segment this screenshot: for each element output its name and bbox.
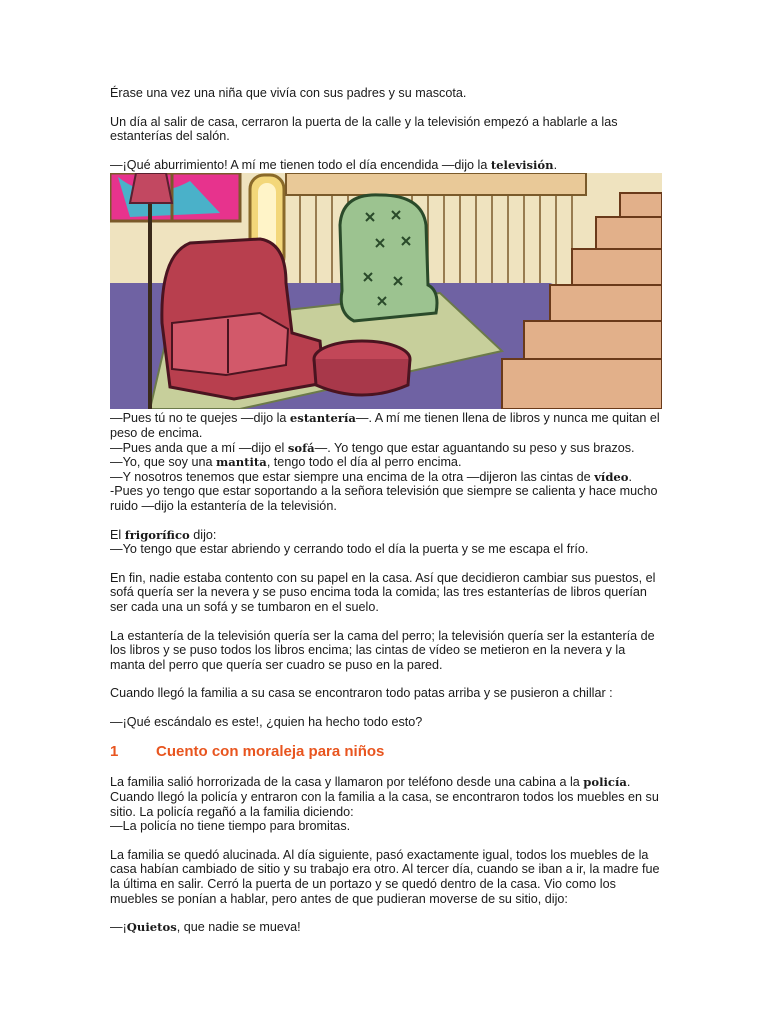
bold-word: policía [583,775,627,790]
paragraph: La estantería de la televisión quería ser la cama del perro; la televisión quería ser la estantería de los libros y se puso todos los libros encima; las cintas de vídeo se metieron en la nevera y la manta del perro que quería ser cuadro se puso en la pared. [110,628,655,672]
text-run: , que nadie se mueva! [176,920,301,935]
living-room-illustration [110,173,662,409]
text-run: —. A mí me tienen llena de libros y nunca me quitan el peso de encima. [110,411,660,440]
paragraph [110,775,662,819]
story-page [110,86,662,935]
text-run: —. Yo tengo que estar aguantando su peso y sus brazos. [314,440,635,455]
text-run: . [628,469,633,484]
text-run: dijo: [189,527,217,542]
paragraph [110,158,662,173]
paragraph: —Yo tengo que estar abriendo y cerrando todo el día la puerta y se me escapa el frío. [110,542,589,557]
bold-word: Quietos [126,920,177,935]
paragraph [110,920,662,935]
paragraph: —¡Qué escándalo es este!, ¿quien ha hecho todo esto? [110,714,423,729]
text-run: —¡Qué aburrimiento! A mí me tienen todo el día encendida —dijo la [110,157,491,172]
paragraph: —La policía no tiene tiempo para bromitas. [110,819,351,834]
paragraph [110,528,662,543]
paragraph [110,441,662,456]
bold-word: frigorífico [124,527,190,542]
paragraph: Cuando llegó la familia a su casa se encontraron todo patas arriba y se pusieron a chillar : [110,686,613,701]
text-run: —Pues tú no te quejes —dijo la [110,411,290,426]
paragraph: -Pues yo tengo que estar soportando a la señora televisión que siempre se calienta y hace mucho ruido —dijo la estantería de la televisión. [110,484,658,513]
text-run: , tengo todo el día al perro encima. [266,455,462,470]
text-run: —¡ [110,920,127,935]
text-run: —Pues anda que a mí —dijo el [110,440,288,455]
paragraph: La familia se quedó alucinada. Al día siguiente, pasó exactamente igual, todos los muebles de la casa habían cambiado de sitio y su trabajo era otro. Al tercer día, cuando se iban a ir, la madre fue la última en salir. Cerró la puerta de un portazo y se quedó dentro de la casa. Vio como los muebles se ponían a hablar, pero antes de que pudieran moverse de su sitio, dijo: [110,847,660,906]
paragraph: Un día al salir de casa, cerraron la puerta de la calle y la televisión empezó a hablarle a las estanterías del salón. [110,114,618,144]
heading-text: Cuento con moraleja para niños [156,743,385,761]
text-run: —Y nosotros tenemos que estar siempre una encima de la otra —dijeron las cintas de [110,469,595,484]
text-run: El [110,527,125,542]
paragraph: En fin, nadie estaba contento con su papel en la casa. Así que decidieron cambiar sus puestos, el sofá quería ser la nevera y se puso encima toda la comida; las tres estanterías de libros querían ser cada una un sofá y se tumbaron en el suelo. [110,570,656,614]
text-run: . Cuando llegó la policía y entraron con la familia a la casa, se encontraron todos los muebles en su sitio. La policía regañó a la familia diciendo: [110,775,659,819]
text-run: —Yo, que soy una [110,455,216,470]
paragraph [110,470,662,485]
text-run: La familia salió horrorizada de la casa y llamaron por teléfono desde una cabina a la [110,775,584,790]
paragraph: Érase una vez una niña que vivía con sus padres y su mascota. [110,86,467,100]
heading-number: 1 [110,743,119,761]
bold-word: televisión [490,157,554,172]
bold-word: estantería [289,411,356,426]
section-heading [110,743,662,761]
paragraph [110,411,662,440]
text-run: . [553,157,558,172]
bold-word: mantita [215,455,267,470]
paragraph [110,455,662,470]
bold-word: vídeo [594,469,629,484]
bold-word: sofá [287,440,315,455]
